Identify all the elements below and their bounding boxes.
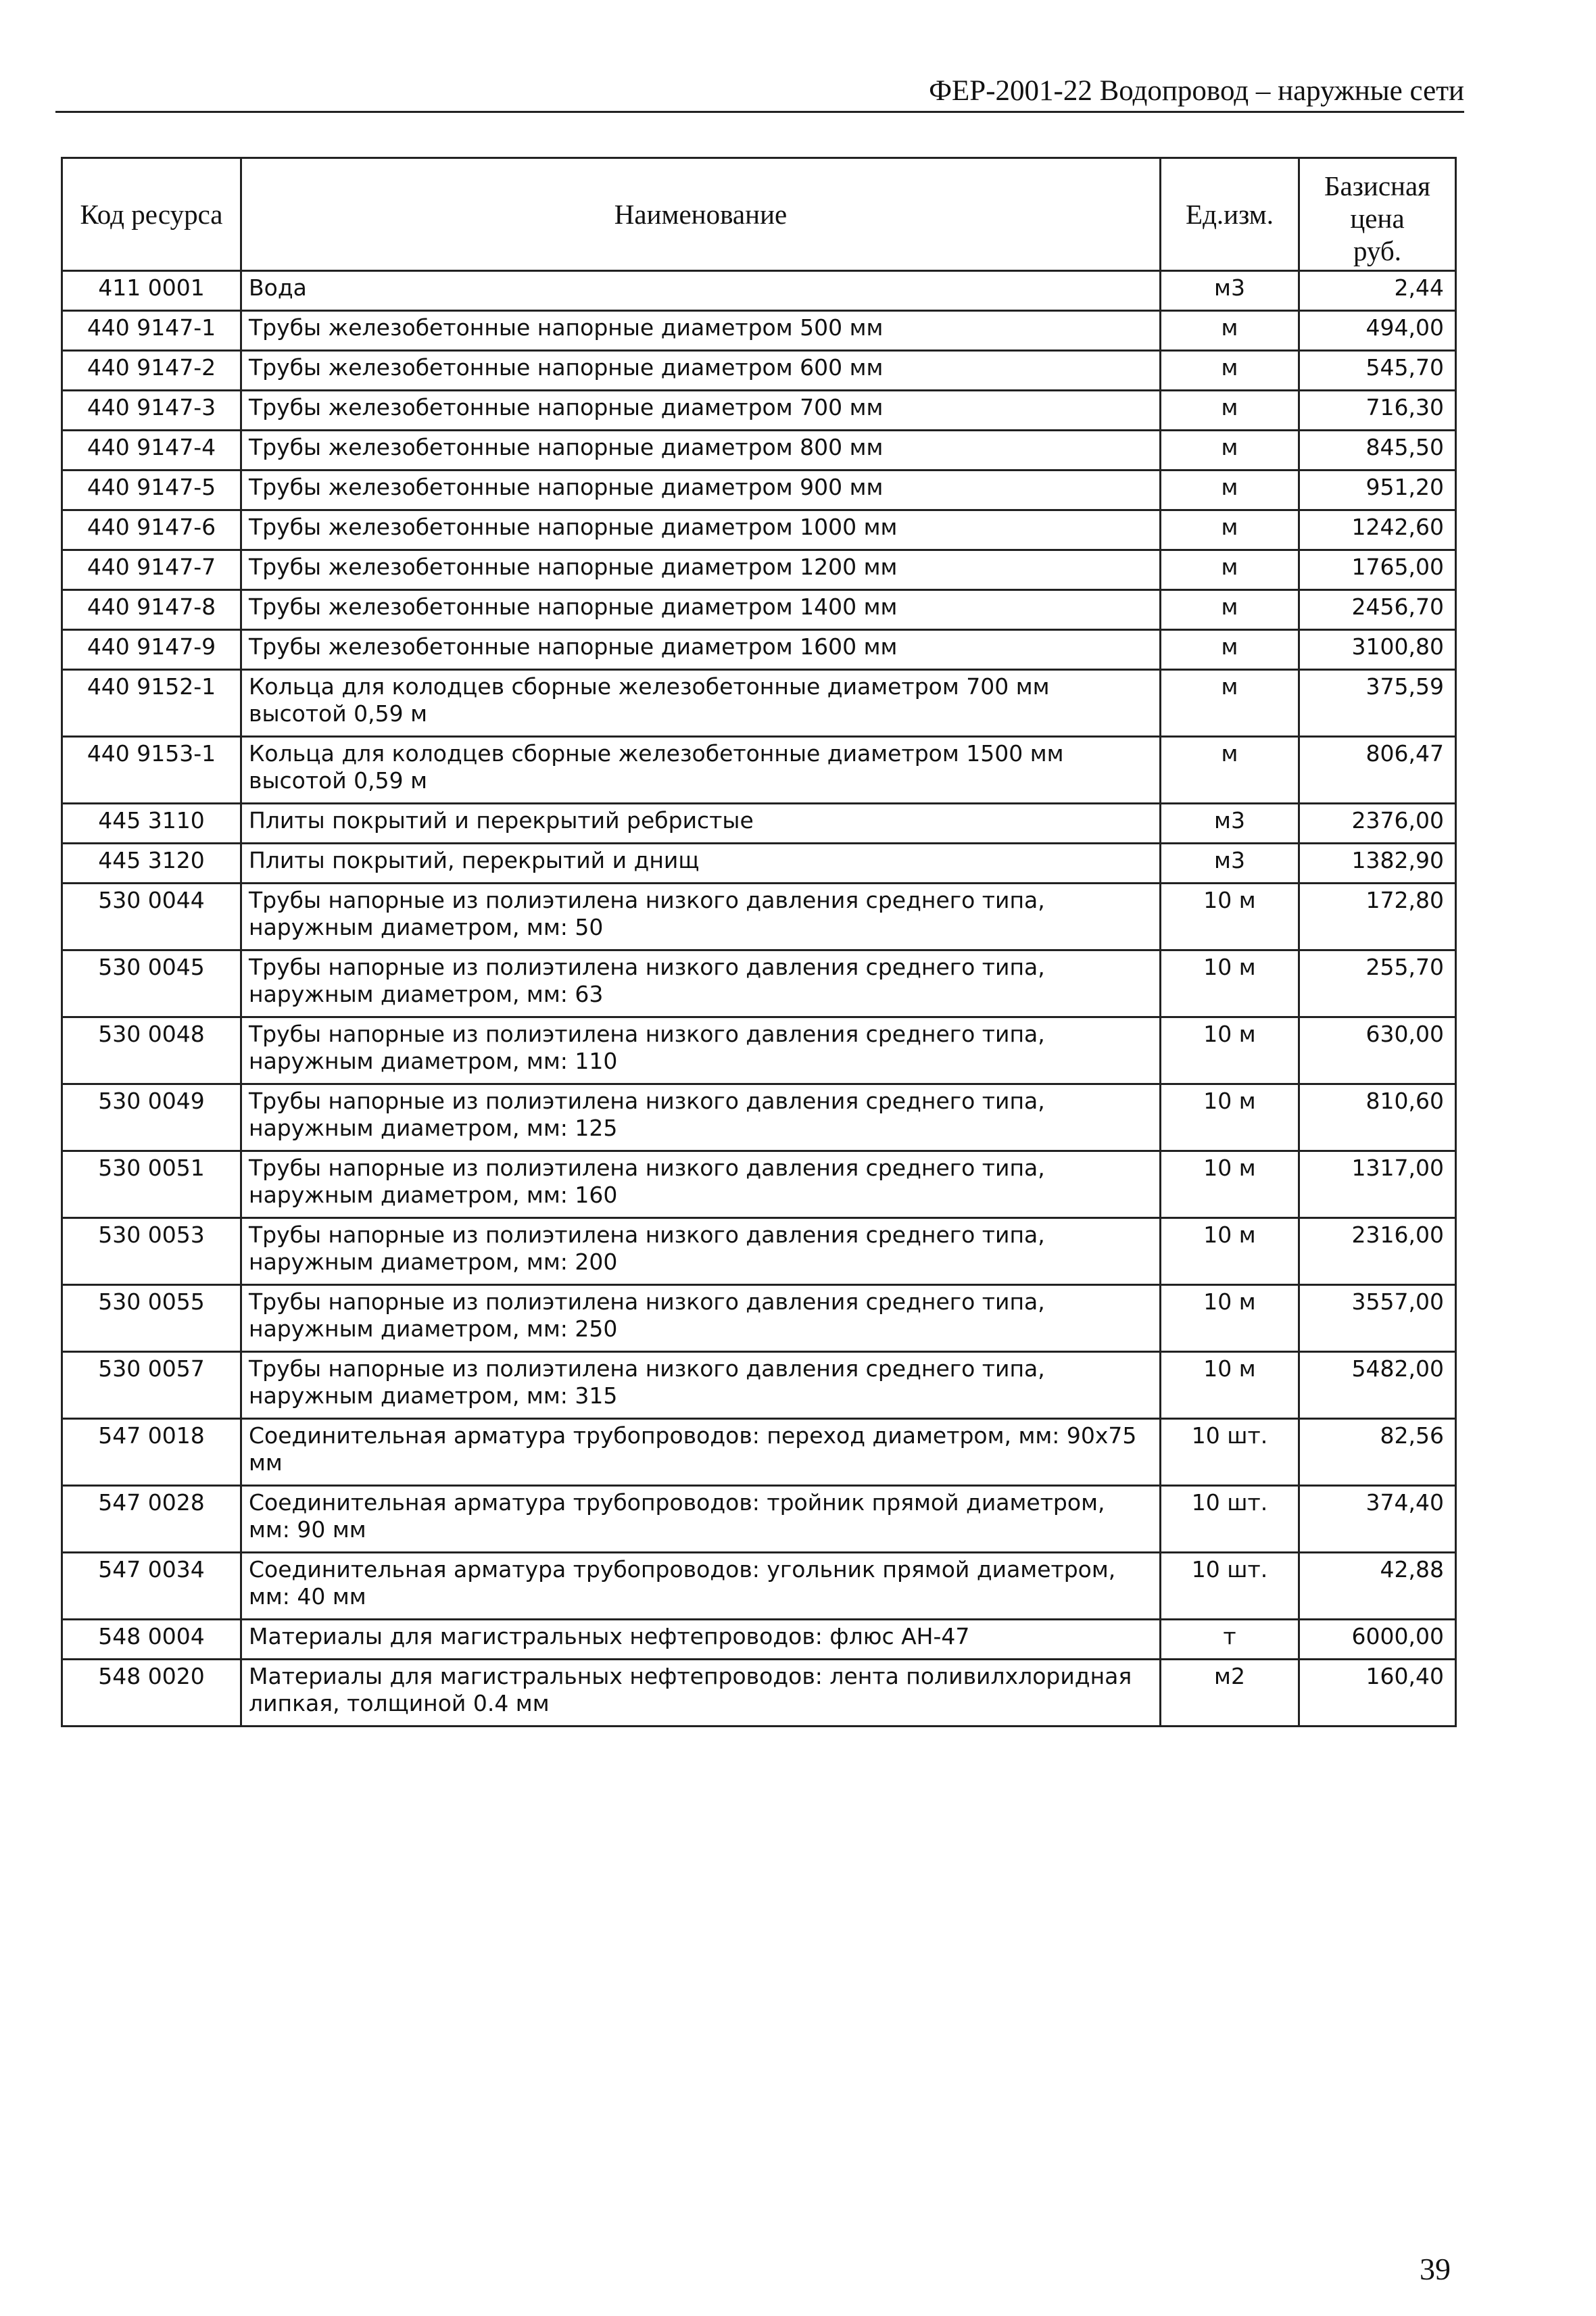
cell-unit: т bbox=[1161, 1620, 1299, 1660]
cell-price: 494,00 bbox=[1299, 311, 1456, 351]
cell-price: 2376,00 bbox=[1299, 804, 1456, 844]
cell-price: 2316,00 bbox=[1299, 1218, 1456, 1285]
cell-unit: м bbox=[1161, 630, 1299, 670]
cell-unit: м bbox=[1161, 550, 1299, 590]
cell-price: 255,70 bbox=[1299, 950, 1456, 1017]
cell-price: 810,60 bbox=[1299, 1084, 1456, 1151]
cell-code: 547 0034 bbox=[62, 1553, 241, 1620]
cell-price: 951,20 bbox=[1299, 471, 1456, 510]
cell-code: 547 0018 bbox=[62, 1419, 241, 1486]
table-row bbox=[62, 844, 1456, 884]
cell-unit: 10 м bbox=[1161, 1352, 1299, 1419]
column-header-price-line-1: Базисная bbox=[1324, 170, 1431, 201]
table-row bbox=[62, 550, 1456, 590]
cell-name: Вода bbox=[241, 271, 1161, 311]
table-row bbox=[62, 1419, 1456, 1486]
cell-name: Трубы железобетонные напорные диаметром 800 мм bbox=[241, 431, 1161, 471]
cell-code: 445 3120 bbox=[62, 844, 241, 884]
cell-code: 440 9147-7 bbox=[62, 550, 241, 590]
cell-price: 2,44 bbox=[1299, 271, 1456, 311]
cell-code: 440 9147-1 bbox=[62, 311, 241, 351]
cell-name: Трубы напорные из полиэтилена низкого давления среднего типа, наружным диаметром, мм: 315 bbox=[241, 1352, 1161, 1419]
table-row bbox=[62, 630, 1456, 670]
cell-unit: м2 bbox=[1161, 1660, 1299, 1727]
cell-price: 1765,00 bbox=[1299, 550, 1456, 590]
cell-price: 375,59 bbox=[1299, 670, 1456, 737]
cell-name: Кольца для колодцев сборные железобетонные диаметром 700 мм высотой 0,59 м bbox=[241, 670, 1161, 737]
cell-code: 548 0020 bbox=[62, 1660, 241, 1727]
cell-code: 440 9147-2 bbox=[62, 351, 241, 391]
cell-price: 630,00 bbox=[1299, 1017, 1456, 1084]
table-row bbox=[62, 1084, 1456, 1151]
cell-name: Материалы для магистральных нефтепроводов: флюс АН-47 bbox=[241, 1620, 1161, 1660]
cell-name: Кольца для колодцев сборные железобетонные диаметром 1500 мм высотой 0,59 м bbox=[241, 737, 1161, 804]
cell-unit: 10 шт. bbox=[1161, 1553, 1299, 1620]
cell-name: Трубы напорные из полиэтилена низкого давления среднего типа, наружным диаметром, мм: 200 bbox=[241, 1218, 1161, 1285]
cell-name: Трубы железобетонные напорные диаметром 1600 мм bbox=[241, 630, 1161, 670]
cell-price: 3557,00 bbox=[1299, 1285, 1456, 1352]
table-header-row bbox=[62, 158, 1456, 271]
cell-price: 172,80 bbox=[1299, 884, 1456, 950]
table-row bbox=[62, 950, 1456, 1017]
cell-name: Трубы напорные из полиэтилена низкого давления среднего типа, наружным диаметром, мм: 50 bbox=[241, 884, 1161, 950]
column-header-price bbox=[1299, 158, 1456, 271]
cell-name: Плиты покрытий и перекрытий ребристые bbox=[241, 804, 1161, 844]
cell-unit: м bbox=[1161, 311, 1299, 351]
resource-price-table bbox=[61, 157, 1457, 1727]
cell-code: 440 9153-1 bbox=[62, 737, 241, 804]
header-divider bbox=[55, 111, 1464, 113]
table-row bbox=[62, 431, 1456, 471]
cell-code: 530 0045 bbox=[62, 950, 241, 1017]
cell-unit: м3 bbox=[1161, 804, 1299, 844]
table-row bbox=[62, 271, 1456, 311]
cell-unit: 10 м bbox=[1161, 1218, 1299, 1285]
cell-name: Плиты покрытий, перекрытий и днищ bbox=[241, 844, 1161, 884]
cell-name: Трубы напорные из полиэтилена низкого давления среднего типа, наружным диаметром, мм: 250 bbox=[241, 1285, 1161, 1352]
cell-name: Трубы железобетонные напорные диаметром 1400 мм bbox=[241, 590, 1161, 630]
cell-unit: м3 bbox=[1161, 844, 1299, 884]
cell-code: 445 3110 bbox=[62, 804, 241, 844]
table-row bbox=[62, 1151, 1456, 1218]
column-header-code: Код ресурса bbox=[62, 158, 241, 271]
table-row bbox=[62, 1553, 1456, 1620]
cell-code: 440 9147-4 bbox=[62, 431, 241, 471]
table-row bbox=[62, 737, 1456, 804]
cell-unit: м3 bbox=[1161, 271, 1299, 311]
cell-unit: м bbox=[1161, 510, 1299, 550]
table-row bbox=[62, 391, 1456, 431]
cell-unit: 10 шт. bbox=[1161, 1486, 1299, 1553]
cell-code: 440 9152-1 bbox=[62, 670, 241, 737]
cell-unit: м bbox=[1161, 590, 1299, 630]
cell-name: Материалы для магистральных нефтепроводов: лента поливилхлоридная липкая, толщиной 0.4 мм bbox=[241, 1660, 1161, 1727]
page-number: 39 bbox=[1420, 2252, 1451, 2286]
cell-name: Трубы железобетонные напорные диаметром 600 мм bbox=[241, 351, 1161, 391]
cell-price: 82,56 bbox=[1299, 1419, 1456, 1486]
cell-price: 5482,00 bbox=[1299, 1352, 1456, 1419]
cell-price: 845,50 bbox=[1299, 431, 1456, 471]
column-header-unit: Ед.изм. bbox=[1161, 158, 1299, 271]
table-row bbox=[62, 1486, 1456, 1553]
column-header-name: Наименование bbox=[241, 158, 1161, 271]
cell-unit: 10 м bbox=[1161, 1084, 1299, 1151]
cell-price: 1242,60 bbox=[1299, 510, 1456, 550]
cell-name: Трубы напорные из полиэтилена низкого давления среднего типа, наружным диаметром, мм: 110 bbox=[241, 1017, 1161, 1084]
cell-code: 530 0053 bbox=[62, 1218, 241, 1285]
cell-name: Трубы напорные из полиэтилена низкого давления среднего типа, наружным диаметром, мм: 160 bbox=[241, 1151, 1161, 1218]
cell-price: 716,30 bbox=[1299, 391, 1456, 431]
cell-name: Соединительная арматура трубопроводов: переход диаметром, мм: 90x75 мм bbox=[241, 1419, 1161, 1486]
table-row bbox=[62, 884, 1456, 950]
cell-code: 530 0055 bbox=[62, 1285, 241, 1352]
table-row bbox=[62, 1218, 1456, 1285]
cell-price: 42,88 bbox=[1299, 1553, 1456, 1620]
cell-price: 545,70 bbox=[1299, 351, 1456, 391]
cell-code: 530 0057 bbox=[62, 1352, 241, 1419]
table-row bbox=[62, 311, 1456, 351]
table-row bbox=[62, 1620, 1456, 1660]
cell-code: 530 0044 bbox=[62, 884, 241, 950]
cell-code: 440 9147-3 bbox=[62, 391, 241, 431]
cell-price: 6000,00 bbox=[1299, 1620, 1456, 1660]
cell-unit: 10 м bbox=[1161, 884, 1299, 950]
cell-unit: 10 м bbox=[1161, 1017, 1299, 1084]
column-header-price-line-3: руб. bbox=[1353, 235, 1402, 266]
cell-unit: м bbox=[1161, 431, 1299, 471]
cell-code: 530 0051 bbox=[62, 1151, 241, 1218]
cell-name: Трубы напорные из полиэтилена низкого давления среднего типа, наружным диаметром, мм: 63 bbox=[241, 950, 1161, 1017]
cell-unit: 10 шт. bbox=[1161, 1419, 1299, 1486]
cell-name: Соединительная арматура трубопроводов: тройник прямой диаметром, мм: 90 мм bbox=[241, 1486, 1161, 1553]
table-body bbox=[62, 271, 1456, 1727]
cell-unit: м bbox=[1161, 471, 1299, 510]
table-row bbox=[62, 510, 1456, 550]
cell-name: Трубы железобетонные напорные диаметром 1000 мм bbox=[241, 510, 1161, 550]
cell-code: 547 0028 bbox=[62, 1486, 241, 1553]
cell-price: 374,40 bbox=[1299, 1486, 1456, 1553]
table-row bbox=[62, 1660, 1456, 1727]
cell-price: 3100,80 bbox=[1299, 630, 1456, 670]
cell-code: 530 0049 bbox=[62, 1084, 241, 1151]
cell-unit: м bbox=[1161, 351, 1299, 391]
cell-price: 806,47 bbox=[1299, 737, 1456, 804]
cell-code: 440 9147-8 bbox=[62, 590, 241, 630]
cell-unit: 10 м bbox=[1161, 950, 1299, 1017]
column-header-price-line-2: цена bbox=[1350, 203, 1405, 234]
table-row bbox=[62, 1285, 1456, 1352]
cell-code: 440 9147-5 bbox=[62, 471, 241, 510]
table-row bbox=[62, 1352, 1456, 1419]
cell-code: 440 9147-9 bbox=[62, 630, 241, 670]
cell-unit: м bbox=[1161, 737, 1299, 804]
table-row bbox=[62, 804, 1456, 844]
cell-name: Соединительная арматура трубопроводов: угольник прямой диаметром, мм: 40 мм bbox=[241, 1553, 1161, 1620]
table-row bbox=[62, 351, 1456, 391]
cell-unit: м bbox=[1161, 391, 1299, 431]
table-row bbox=[62, 471, 1456, 510]
table-row bbox=[62, 590, 1456, 630]
cell-price: 2456,70 bbox=[1299, 590, 1456, 630]
cell-unit: 10 м bbox=[1161, 1285, 1299, 1352]
cell-code: 440 9147-6 bbox=[62, 510, 241, 550]
page-header-title: ФЕР-2001-22 Водопровод – наружные сети bbox=[929, 75, 1464, 107]
cell-code: 548 0004 bbox=[62, 1620, 241, 1660]
cell-price: 1382,90 bbox=[1299, 844, 1456, 884]
cell-name: Трубы железобетонные напорные диаметром 1200 мм bbox=[241, 550, 1161, 590]
cell-code: 530 0048 bbox=[62, 1017, 241, 1084]
cell-price: 160,40 bbox=[1299, 1660, 1456, 1727]
cell-name: Трубы железобетонные напорные диаметром 900 мм bbox=[241, 471, 1161, 510]
cell-unit: 10 м bbox=[1161, 1151, 1299, 1218]
resource-table-container bbox=[61, 157, 1457, 1727]
cell-price: 1317,00 bbox=[1299, 1151, 1456, 1218]
cell-name: Трубы железобетонные напорные диаметром 700 мм bbox=[241, 391, 1161, 431]
cell-name: Трубы напорные из полиэтилена низкого давления среднего типа, наружным диаметром, мм: 125 bbox=[241, 1084, 1161, 1151]
cell-code: 411 0001 bbox=[62, 271, 241, 311]
table-row bbox=[62, 1017, 1456, 1084]
table-row bbox=[62, 670, 1456, 737]
cell-unit: м bbox=[1161, 670, 1299, 737]
cell-name: Трубы железобетонные напорные диаметром 500 мм bbox=[241, 311, 1161, 351]
